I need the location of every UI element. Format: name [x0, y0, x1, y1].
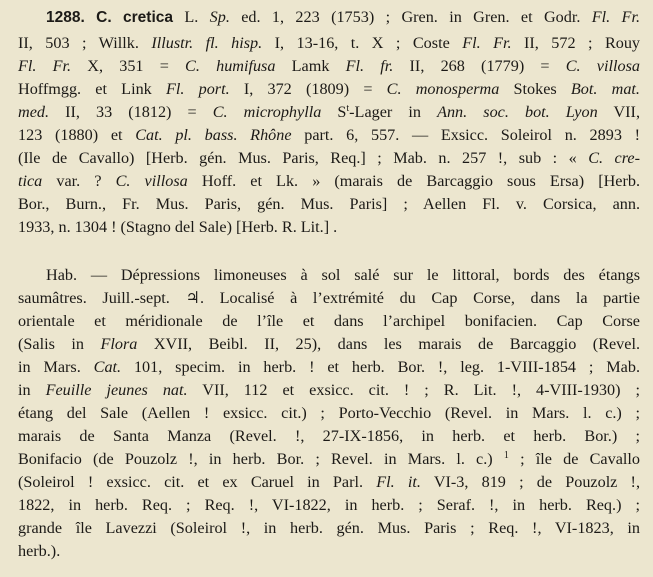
text-run: II, 268 (1779) = — [393, 57, 566, 75]
text-run: part. 6, 557. — Exsicc. Soleirol n. 2893 ! — [291, 126, 641, 144]
text-run: VI-3, 819 ; de Pouzolz !, — [420, 473, 640, 491]
text-run: I, 13-16, t. X ; Coste — [262, 34, 463, 52]
habitat-line — [18, 472, 640, 492]
italic-text: Fl. Fr. — [462, 34, 512, 52]
entry-species: cretica — [123, 9, 173, 26]
text-run: étang del Sale (Aellen ! exsicc. cit.) ; Porto-Vecchio (Revel. in Mars. l. c.) ; — [18, 404, 640, 422]
habitat-line — [18, 334, 640, 354]
text-run: X, 351 = — [71, 57, 186, 75]
text-run: Hoffmgg. et Link — [18, 80, 166, 98]
habitat-line — [46, 265, 640, 285]
text-run: -Lager in — [349, 103, 438, 121]
italic-text: Fl. fr. — [345, 57, 394, 75]
text-run: ; île de Cavallo — [508, 450, 640, 468]
habitat-line — [18, 495, 640, 515]
text-run: I, 372 (1809) = — [229, 80, 387, 98]
italic-text: Fl. Fr. — [591, 8, 640, 26]
text-run: Lamk — [275, 57, 346, 75]
italic-text: C. microphylla — [212, 103, 322, 121]
italic-text: Fl. it. — [376, 473, 421, 491]
text-run: L. — [184, 8, 210, 26]
italic-text: C. villosa — [115, 172, 188, 190]
habitat-line — [18, 288, 640, 308]
habitat-line — [18, 426, 640, 446]
italic-text: C. humifusa — [185, 57, 276, 75]
text-run: 123 (1880) et — [18, 126, 136, 144]
text-run: Hab. — Dépressions limoneuses à sol salé sur le littoral, bords des étangs — [46, 266, 640, 284]
entry-line — [18, 194, 640, 214]
habitat-line — [18, 357, 640, 377]
text-run: ed. 1, 223 (1753) ; Gren. in Gren. et Godr. — [229, 8, 592, 26]
text-run: 1933, n. 1304 ! (Stagno del Sale) [Herb. R. Lit.] . — [18, 218, 338, 236]
italic-text: Fl. port. — [165, 80, 230, 98]
text-run: S — [321, 103, 347, 121]
italic-text: Feuille jeunes nat. — [45, 381, 188, 399]
text-run: XVII, Beibl. II, 25), dans les marais de Barcaggio (Revel. — [137, 335, 640, 353]
italic-text: Cat. — [93, 358, 122, 376]
entry-line — [18, 148, 640, 168]
italic-text: C. monosperma — [386, 80, 500, 98]
italic-text: Fl. Fr. — [18, 57, 72, 75]
text-run: Hoff. et Lk. » (marais de Barcaggio sous Ersa) [Herb. — [187, 172, 640, 190]
text-run: (Soleirol ! exsicc. cit. et ex Caruel in Parl. — [18, 473, 377, 491]
italic-text: med. — [18, 103, 50, 121]
habitat-line — [18, 449, 640, 469]
text-run: herb.). — [18, 542, 61, 560]
italic-text: Ann. soc. bot. Lyon — [437, 103, 598, 121]
entry-line — [18, 125, 640, 145]
italic-text: C. villosa — [565, 57, 640, 75]
habitat-line — [18, 541, 640, 561]
entry-line — [18, 79, 640, 99]
italic-text: Sp. — [209, 8, 230, 26]
entry-line-1 — [46, 7, 640, 28]
text-run: VII, — [597, 103, 640, 121]
habitat-line — [18, 403, 640, 423]
text-run: II, 572 ; Rouy — [511, 34, 641, 52]
text-run: VII, 112 et exsicc. cit. ! ; R. Lit. !, 4-VIII-1930) ; — [187, 381, 641, 399]
superscript: 1 — [503, 450, 509, 461]
text-run: Bonifacio (de Pouzolz !, in herb. Bor. ; Revel. in Mars. l. c.) — [18, 450, 504, 468]
italic-text: C. cre- — [588, 149, 640, 167]
text-run: II, 503 ; Willk. — [18, 34, 152, 52]
italic-text: Flora — [100, 335, 138, 353]
text-run: 101, specim. in herb. ! et herb. Bor. !, leg. 1-VIII-1854 ; Mab. — [121, 358, 640, 376]
entry-line — [18, 102, 640, 122]
text-run: Bor., Burn., Fr. Mus. Paris, gén. Mus. Paris] ; Aellen Fl. v. Corsica, ann. — [18, 195, 640, 213]
entry-number: 1288. — [46, 9, 85, 26]
entry-line — [18, 56, 640, 76]
habitat-line — [18, 380, 640, 400]
italic-text: Cat. pl. bass. Rhône — [135, 126, 292, 144]
italic-text: tica — [18, 172, 43, 190]
text-run: (Salis in — [18, 335, 101, 353]
text-run: var. ? — [42, 172, 116, 190]
italic-text: Bot. mat. — [570, 80, 640, 98]
text-run: grande île Lavezzi (Soleirol !, in herb. gén. Mus. Paris ; Req. !, VI-1823, in — [18, 519, 640, 537]
italic-text: Illustr. fl. hisp. — [151, 34, 263, 52]
superscript: t — [346, 103, 350, 114]
habitat-line — [18, 311, 640, 331]
text-run: 1822, in herb. Req. ; Req. !, VI-1822, in herb. ; Seraf. !, in herb. Req.) ; — [18, 496, 640, 514]
text-run: marais de Santa Manza (Revel. !, 27-IX-1856, in herb. et herb. Bor.) ; — [18, 427, 640, 445]
entry-line — [18, 217, 640, 237]
text-run: in — [18, 381, 46, 399]
text-run: orientale et méridionale de l’île et dans l’archipel bonifacien. Cap Corse — [18, 312, 640, 330]
text-run: Stokes — [499, 80, 571, 98]
entry-line-1-rest — [184, 8, 640, 26]
entry-line — [18, 33, 640, 53]
text-run: in Mars. — [18, 358, 94, 376]
habitat-line — [18, 518, 640, 538]
text-run: (Ile de Cavallo) [Herb. gén. Mus. Paris, Req.] ; Mab. n. 257 !, sub : « — [18, 149, 589, 167]
entry-genus: C. — [96, 9, 112, 26]
text-run: saumâtres. Juill.-sept. ♃. Localisé à l’extrémité du Cap Corse, dans la partie — [18, 289, 640, 307]
text-run: II, 33 (1812) = — [49, 103, 213, 121]
entry-line — [18, 171, 640, 191]
